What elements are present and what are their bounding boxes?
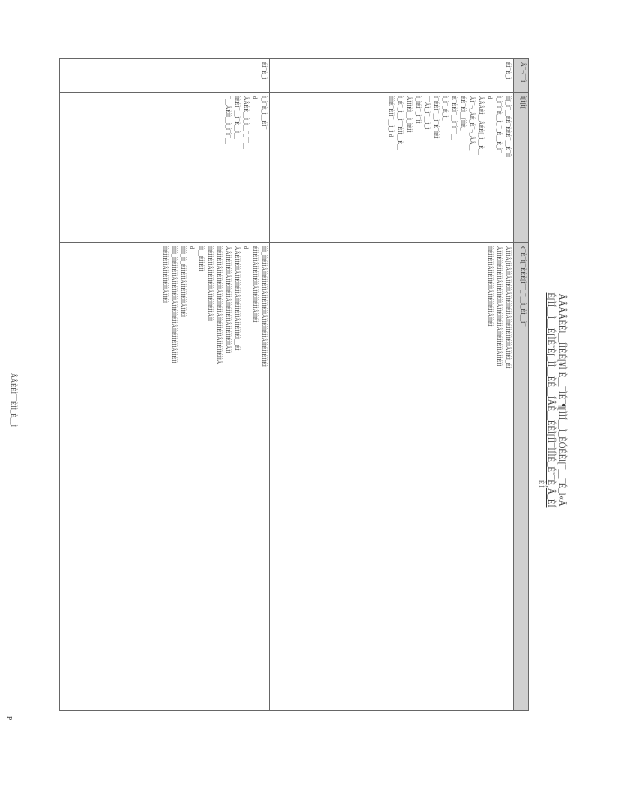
page-number: P [5, 716, 13, 720]
cell-line: ÉÌ¯È_Ì [504, 62, 510, 80]
cell-line: ÂÂÉÈ__Ì_Ì__¯_¯¯__ [242, 96, 249, 149]
cell-line: Ì_Ì¯Ì¯È__Ì_¯_É__È_Ì¯ [495, 96, 501, 153]
table-row [60, 59, 270, 711]
cell-line: ¯¯ÂÌ_Ì¯__Ì_Ì [423, 96, 429, 130]
document-heading [545, 40, 567, 760]
cell-line: ¯__ÂÈÌÌ__Ì_Ì¯Ì¯__ [224, 96, 231, 144]
cell-line: ÉÌ¯È_Ì [260, 62, 267, 80]
cell-line: ÂÌÌÌÂ[ÌÌÂÌÌÂÌÌÉÌÌÂÌÌÉÌÌÉÌÌÂÌÌÉÌÌÈÌÌÉÌÌÂÌÌÉÌ_ÉÌ [504, 246, 510, 369]
cell-line: ÌÌÌÌ_ÌÌ_ÉÌÌÉÌÌÂÌÌÉÌÌÉÌÌÂÌÌÉÌ [179, 246, 186, 317]
cell-line: d [486, 96, 492, 99]
cell-line: ÂÂÂÈÌ__ÂÉÈ[_Ì__È__ [477, 96, 483, 155]
cell-line: d [251, 96, 258, 99]
cell-line: ÌÌÉÌÌÉÌÌÂÌÌÉÌÌÉÌÌÂÌÌÉÌÌÉÌÌÂÌÌ [206, 246, 213, 321]
cell-line: ÌÌÉÌÌÉÌÌÂÌÌÉÌÌÉÌÌÂÌÌÉÌ [161, 246, 168, 303]
cell-line: ÉÌÌÉÌÌÂÌÌÉÌÌÉÌÌÂÌÌÉÌÌÉÌÌÂÌÌÉÌ [251, 246, 258, 323]
cell-line: ÂÌÌÌÉÌÌÉÌÌÉÌÌÂÌÌÉÌÌÉÌÌÂÌÌÉÌÌÉÌÌÂÌÌÉÌÌÉÌÌÂÌÌÉÌÌ [495, 246, 501, 367]
cell-line: ÌÈÉÌ¯__Ì¯È__Ì__ [233, 96, 240, 139]
cell-line: ÂÌ¯¬_ÂÉ_É¯¬_ÂÂ__ [468, 96, 474, 151]
cell-line: ÂÌÌÌÈÌ__Ì_ÌÈÌÌ [405, 96, 411, 133]
cell-line: ÌÌÌÌ_ÌÌÉÌÌÉÌÌÂÌÌÉÌÌÉÌÌÂÌÌÉÌÌÉÌÌÂÌÌÉÌÌÉÌÌÂÌÌÉÌÌ [170, 246, 177, 364]
table-cell-1 [60, 59, 270, 93]
cell-line: ÌÌ[_Ì¯__ÉÉ¯ÈÈÉ¯__É¯ÍÌ [504, 96, 510, 157]
table-cell-1 [270, 59, 514, 93]
table-row [270, 59, 514, 711]
heading-code: ÈÌ [537, 480, 545, 489]
cell-line: ÌÌÉÌÌÉÌÌÂÌÌÉÌÌÉÌÌÂÌÌÉÌÌÉÌÌÂÌÌÉÌ [486, 246, 492, 327]
cell-line: Ì_ÌÉÌ¯_Ì¯ÌÌ [414, 96, 420, 124]
cell-line: d [188, 246, 195, 249]
cell-line: Ì_É¯_Ì__Ì¯¯ÈÌÌ__È__ [396, 96, 402, 150]
cell-line: Ì¯ÉÈÌ¯__Ì¯É¯ÌÈÌ [432, 96, 438, 139]
cell-line: È¯ÉÈÌ¯__Ì¯Ì¯¯__ [450, 96, 456, 140]
cell-line: ÌÌÉÌÌÉÌÌÂÌÌÉÌÌÉÌÌÂÌÌÉÌÌÉÌÌÂÌÌÉÌÌÉÌÌÂÌÌÉÌÌÉÌÌÂ [215, 246, 222, 365]
heading-line-2: É[ÌÍ__Ì__É[ÌÉ˜È[_ÌÌ__ÈÉ__ÍÂÈ__ÉÈÌ[ÍÌ¯ÌÍÌÉ_É˜¯È¸Â_ÈÍ [546, 292, 556, 508]
cell-line: ÂÂÉÌÌÉÌÌÂÌÌÉÌÌÉÌÌÂÌÌÉÌÌÉÌÌÂÌÌÉÌÌÉÌ__ÉÌ [233, 246, 240, 351]
table-cell-2 [270, 93, 514, 243]
rotated-page [5, 40, 569, 760]
header-cell-1: Â¯¬¯¯Ì [514, 59, 529, 93]
cell-line: ÉÉ¯ÉÌ__[ÌÌÈ_ [459, 96, 465, 131]
header-cell-3: ¢¯È¯Ì[¯ÈÉÈ[Ì¯¯_¯__Ì_ÈÌ__Ì¯ [514, 243, 529, 711]
table-cell-3 [60, 243, 270, 711]
cell-line: Ì_Ì¯_É_Ì_ [441, 96, 447, 121]
table-header-row [514, 59, 529, 711]
footer-text: ÂÂÈÈÌ¯¯ÈÌÌ_È__Ì [9, 372, 17, 428]
cell-line: ÌÌ__ÉÌÌÉÌÌ [197, 246, 204, 272]
cell-line: ÌÌÌ_ÌÌÉÌÌÂÌÌÉÌÌÉÌÌÂÌÌÉÌÌÉÌÌÂÌÌÉÌÌÉÌÌÂÌÌÉÌÌÉÌÌÉÌ [260, 246, 267, 367]
cell-line: ÌÌÌÉ¯ÈÌÌ¯__Ì_Ì d [387, 96, 393, 137]
table-cell-3 [270, 243, 514, 711]
content-table [59, 58, 529, 711]
cell-line: d [242, 246, 249, 249]
header-cell-2: Ì[Ì[Ì[ [514, 93, 529, 243]
cell-line: Ì_Ì¯È_Ì__ÉÌ¯ [260, 96, 267, 130]
heading-line-1: ÂÂÂÂÈÈl__ÍÌÈÉ[¥Ì È__¯ÌÉ¯¶[ÌÌÍ__Ì_ÈÓÉÈl[¯__¯É_l«Ä [557, 293, 567, 507]
cell-line: ÂÂÌÌÉÌÌÉÌÌÂÌÌÉÌÌÉÌÌÂÌÌÉÌÌÉÌÌÂÌÌÉÌÌÉÌÌÂÌÌ [224, 246, 231, 354]
table-cell-2 [60, 93, 270, 243]
